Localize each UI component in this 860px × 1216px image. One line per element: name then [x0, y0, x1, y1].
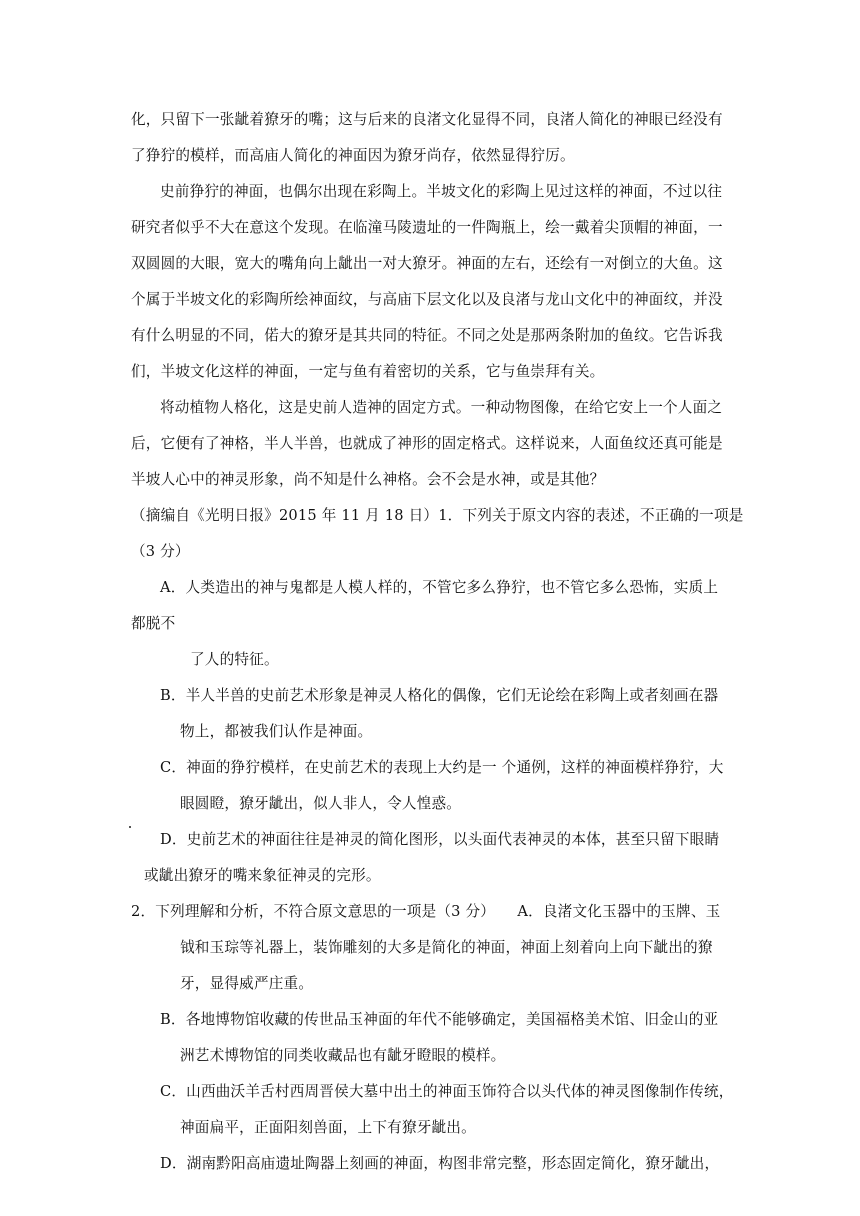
stray-mark	[129, 826, 131, 828]
text-line: 了狰狞的模样，而高庙人简化的神面因为獠牙尚存，依然显得狞厉。	[131, 147, 575, 164]
text-line: 化，只留下一张龇着獠牙的嘴；这与后来的良渚文化显得不同，良渚人简化的神眼已经没有	[131, 111, 723, 128]
option-a-cont: 牙，显得威严庄重。	[180, 975, 314, 992]
option-a-cont: 都脱不	[131, 615, 176, 632]
option-d: D．湖南黔阳高庙遗址陶器上刻画的神面，构图非常完整，形态固定简化，獠牙龇出，	[160, 1155, 720, 1172]
option-d: D．史前艺术的神面往往是神灵的简化图形，以头面代表神灵的本体，甚至只留下眼睛	[160, 831, 720, 848]
option-b: B．各地博物馆收藏的传世品玉神面的年代不能够确定，美国福格美术馆、旧金山的亚	[160, 1011, 719, 1028]
option-c-cont: 神面扁平，正面阳刻兽面，上下有獠牙龇出。	[180, 1119, 476, 1136]
option-c: C．山西曲沃羊舌村西周晋侯大墓中出土的神面玉饰符合以头代体的神灵图像制作传统，	[160, 1083, 734, 1100]
text-line: 双圆圆的大眼，宽大的嘴角向上龇出一对大獠牙。神面的左右，还绘有一对倒立的大鱼。这	[131, 255, 723, 272]
option-c: C．神面的狰狞模样，在史前艺术的表现上大约是一 个通例，这样的神面模样狰狞，大	[160, 759, 724, 776]
question-points: （3 分）	[131, 543, 190, 560]
option-b-cont: 物上，都被我们认作是神面。	[180, 723, 373, 740]
text-line: 个属于半坡文化的彩陶所绘神面纹，与高庙下层文化以及良渚与龙山文化中的神面纹，并没	[131, 291, 723, 308]
text-line: 半坡人心中的神灵形象，尚不知是什么神格。会不会是水神，或是其他？	[131, 471, 605, 488]
question-2-stem: 2．下列理解和分析，不符合原文意思的一项是（3 分） A．良渚文化玉器中的玉牌、玉	[131, 903, 721, 920]
option-c-cont: 眼圆瞪，獠牙龇出，似人非人，令人惶惑。	[180, 795, 462, 812]
option-a-cont: 了人的特征。	[190, 651, 279, 668]
text-line: 后，它便有了神格，半人半兽，也就成了神形的固定格式。这样说来，人面鱼纹还真可能是	[131, 435, 723, 452]
option-b-cont: 洲艺术博物馆的同类收藏品也有龇牙瞪眼的模样。	[180, 1047, 506, 1064]
option-a: A．人类造出的神与鬼都是人模人样的，不管它多么狰狞，也不管它多么恐怖，实质上	[160, 579, 719, 596]
text-line: 有什么明显的不同，偌大的獠牙是其共同的特征。不同之处是那两条附加的鱼纹。它告诉我	[131, 327, 723, 344]
option-d-cont: 或龇出獠牙的嘴来象征神灵的完形。	[144, 867, 381, 884]
text-line: 史前狰狞的神面，也偶尔出现在彩陶上。半坡文化的彩陶上见过这样的神面，不过以往	[160, 183, 723, 200]
option-b: B．半人半兽的史前艺术形象是神灵人格化的偶像，它们无论绘在彩陶上或者刻画在器	[160, 687, 719, 704]
text-line: 研究者似乎不大在意这个发现。在临潼马陵遗址的一件陶瓶上，绘一戴着尖顶帽的神面，一	[131, 219, 723, 236]
source-citation: （摘编自《光明日报》2015 年 11 月 18 日）1．下列关于原文内容的表述，不正确的一项是	[131, 507, 744, 524]
text-line: 们，半坡文化这样的神面，一定与鱼有着密切的关系，它与鱼崇拜有关。	[131, 363, 605, 380]
text-line: 将动植物人格化，这是史前人造神的固定方式。一种动物图像，在给它安上一个人面之	[160, 399, 723, 416]
option-a-cont: 钺和玉琮等礼器上，装饰雕刻的大多是简化的神面，神面上刻着向上向下龇出的獠	[180, 939, 713, 956]
